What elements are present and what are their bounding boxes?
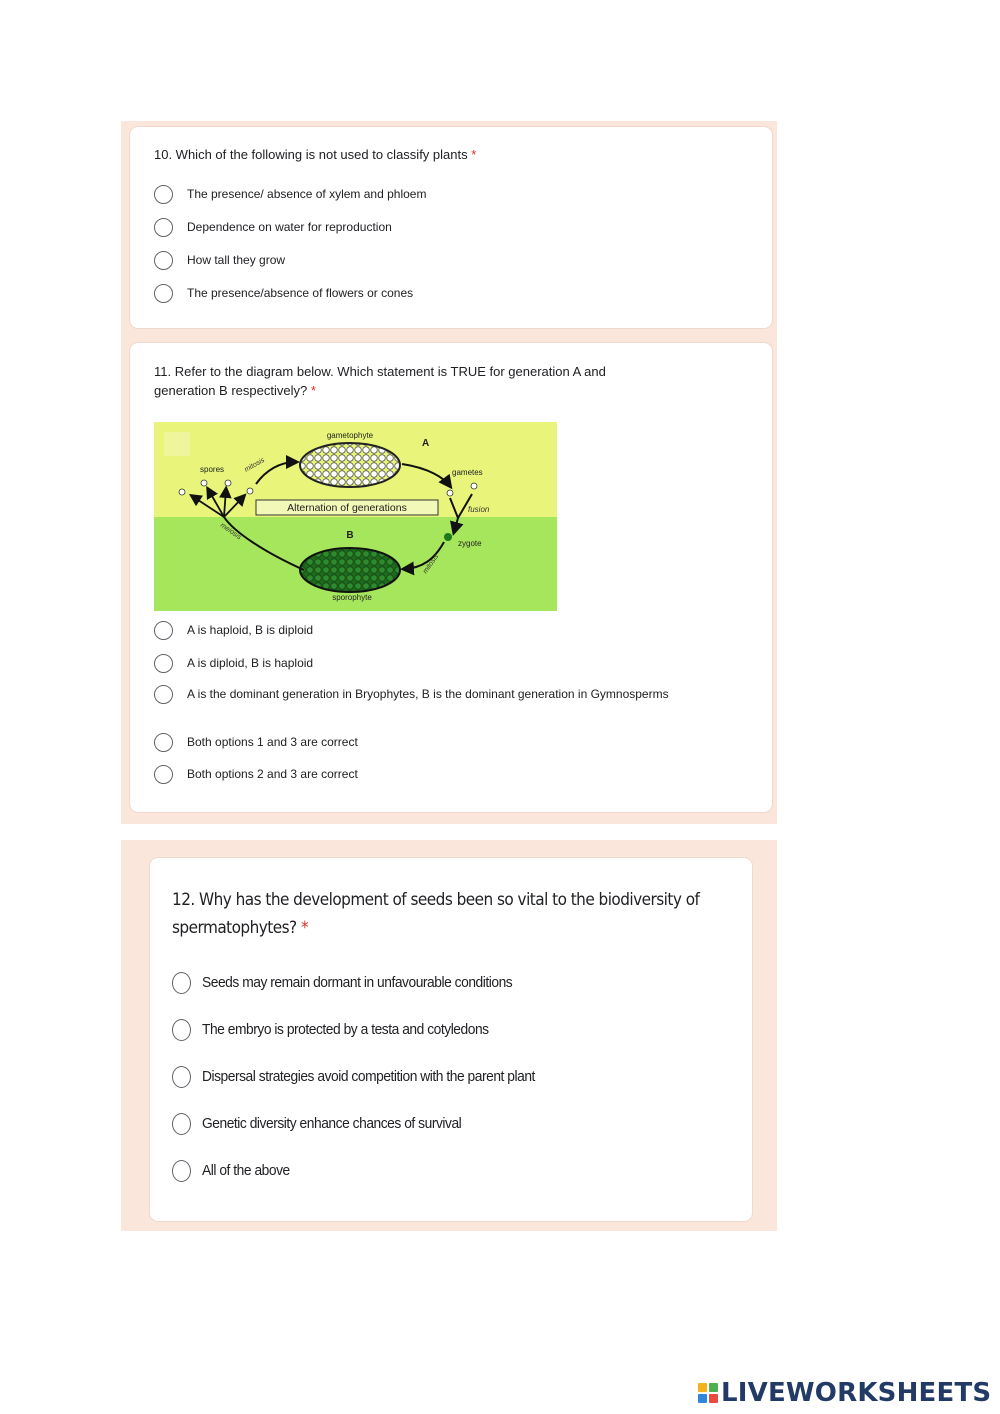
sporophyte-shape [300,548,400,592]
gametes-label: gametes [452,468,483,477]
radio-button[interactable] [172,1066,191,1088]
radio-button[interactable] [154,685,173,704]
q12-option-3[interactable] [172,1066,564,1088]
radio-button[interactable] [172,972,191,994]
radio-button[interactable] [154,733,173,752]
question-11-text: 11. Refer to the diagram below. Which statement is TRUE for generation A and generation B respectively? * [154,364,606,398]
option-label: A is diploid, B is haploid [187,655,314,670]
q12-option-5[interactable] [172,1160,297,1182]
radio-button[interactable] [154,654,173,673]
logo-square [709,1383,718,1392]
option-label: Dispersal strategies avoid competition with the parent plant [202,1068,535,1086]
required-asterisk: * [310,382,316,398]
option-label: All of the above [202,1162,290,1180]
q10-option-2[interactable] [154,218,392,237]
option-label: The presence/ absence of xylem and phloem [187,186,427,201]
gametophyte-shape [300,443,400,487]
radio-button[interactable] [154,185,173,204]
q10-option-4[interactable] [154,284,413,303]
sporophyte-label: sporophyte [332,593,372,602]
generation-a-label: A [422,438,430,449]
q12-option-1[interactable] [172,972,539,994]
logo-squares-icon [698,1383,718,1403]
logo-text: LIVEWORKSHEETS [721,1378,992,1408]
logo-square [698,1383,707,1392]
q10-option-3[interactable] [154,251,285,270]
option-label: Dependence on water for reproduction [187,219,392,234]
radio-button[interactable] [154,218,173,237]
required-asterisk: * [471,147,477,162]
q11-option-5[interactable] [154,765,358,784]
radio-button[interactable] [172,1160,191,1182]
option-label: The embryo is protected by a testa and cotyledons [202,1021,489,1039]
alternation-of-generations-diagram [154,422,557,611]
question-12-text: 12. Why has the development of seeds been so vital to the biodiversity of spermatophytes? * [172,890,700,938]
option-label: The presence/absence of flowers or cones [187,285,414,300]
radio-button[interactable] [154,251,173,270]
radio-button[interactable] [154,765,173,784]
corner-square [164,432,190,456]
option-label: Both options 2 and 3 are correct [187,766,358,781]
logo-square [709,1394,718,1403]
spores-label: spores [200,465,225,474]
q12-option-4[interactable] [172,1113,484,1135]
option-label: A is haploid, B is diploid [187,622,314,637]
required-asterisk: * [300,918,309,938]
radio-button[interactable] [154,284,173,303]
q11-option-4[interactable] [154,733,358,752]
q11-option-2[interactable] [154,654,313,673]
q11-option-1[interactable] [154,621,313,640]
option-label: How tall they grow [187,252,286,267]
question-10-text: 10. Which of the following is not used to classify plants * [154,147,477,162]
radio-button[interactable] [172,1113,191,1135]
option-label: Genetic diversity enhance chances of survival [202,1115,462,1133]
diagram-title: Alternation of generations [287,502,407,514]
zygote-dot [444,533,452,541]
q10-option-1[interactable] [154,185,426,204]
fusion-label: fusion [468,505,490,514]
radio-button[interactable] [154,621,173,640]
liveworksheets-logo [698,1378,991,1408]
q12-option-2[interactable] [172,1019,514,1041]
logo-square [698,1394,707,1403]
option-label: A is the dominant generation in Bryophytes, B is the dominant generation in Gymnosperms [187,686,669,701]
mitosis-label-bottom: mitosis [421,553,441,576]
gametophyte-label: gametophyte [326,431,374,440]
mitosis-label-top: mitosis [243,456,266,474]
q11-option-3[interactable] [154,685,694,704]
zygote-label: zygote [458,539,482,548]
generation-b-label: B [346,530,354,541]
option-label: Both options 1 and 3 are correct [187,734,358,749]
meiosis-label: meiosis [218,521,243,542]
radio-button[interactable] [172,1019,191,1041]
option-label: Seeds may remain dormant in unfavourable conditions [202,974,513,992]
